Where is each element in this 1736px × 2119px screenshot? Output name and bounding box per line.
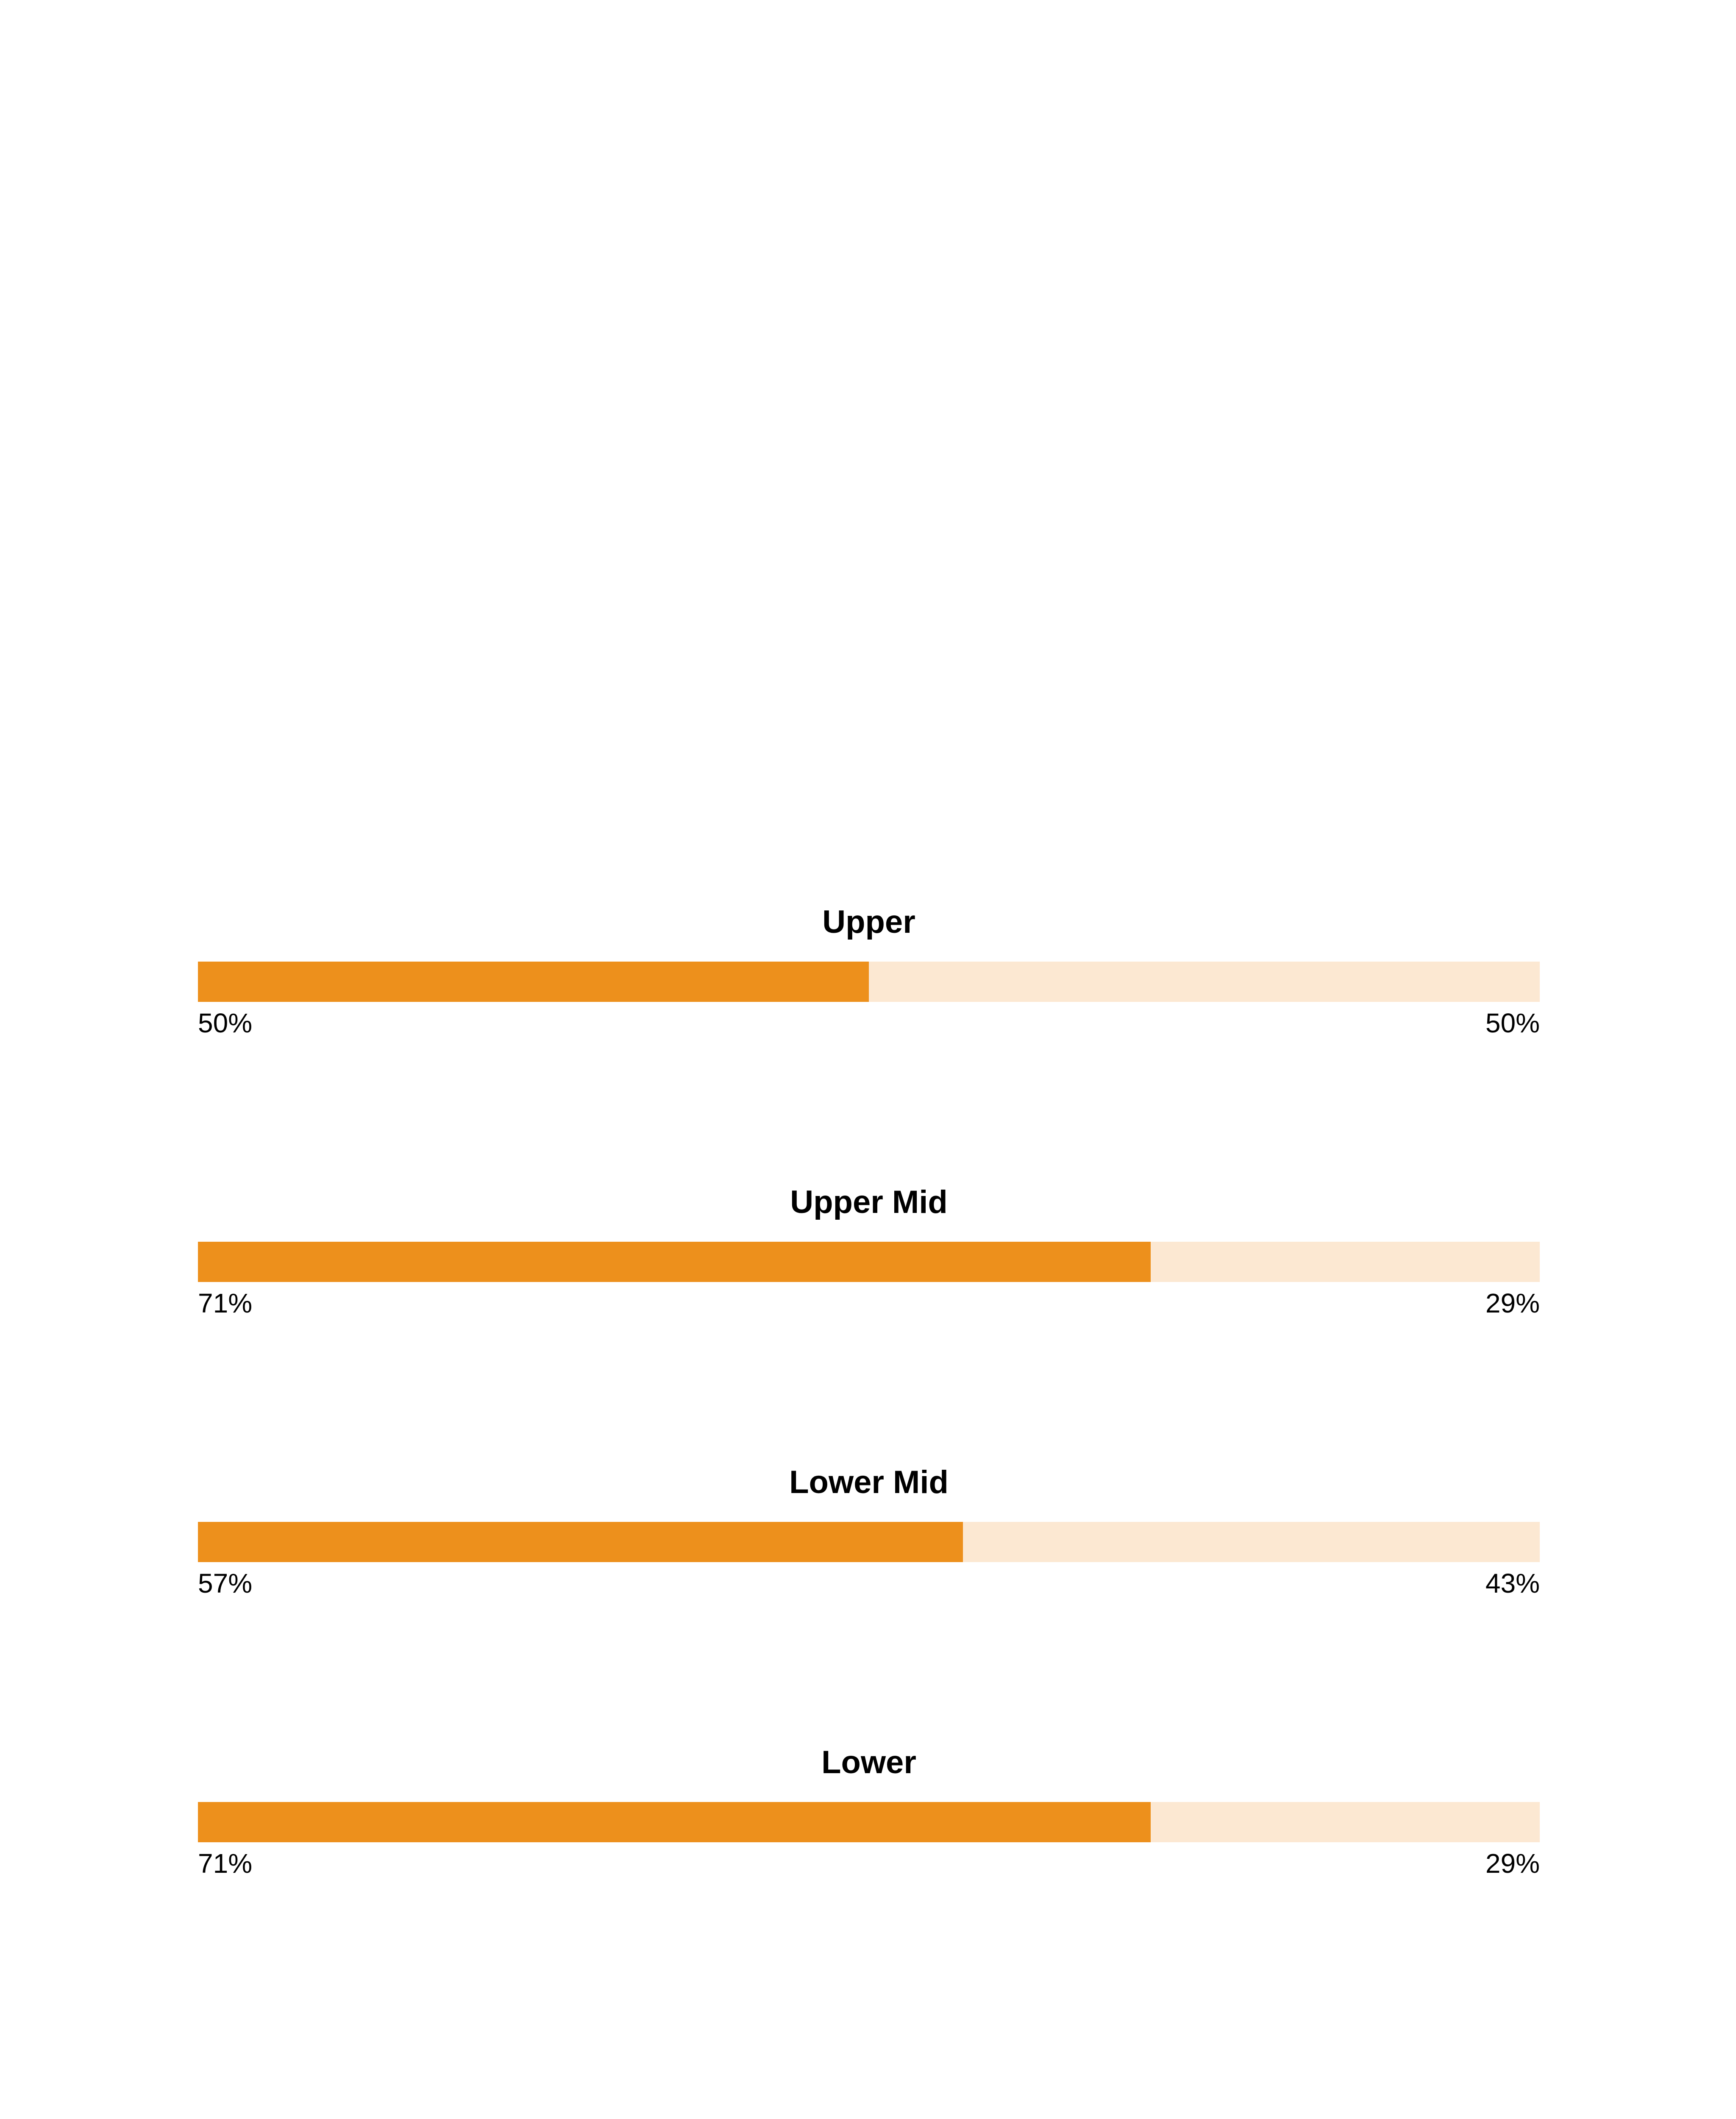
quartile-title: Lower Mid <box>789 1464 949 1500</box>
male-percent-label: 29% <box>1485 1288 1540 1318</box>
quartile-group-upper <box>198 901 1540 1062</box>
quartile-group-lower-mid <box>198 1461 1540 1622</box>
quartile-title: Lower <box>821 1744 916 1780</box>
female-bar-segment <box>198 962 869 1002</box>
female-bar-segment <box>198 1522 963 1562</box>
stacked-bar <box>198 962 1540 1002</box>
female-percent-label: 57% <box>198 1568 253 1599</box>
male-bar-segment <box>1151 1242 1540 1282</box>
quartile-group-upper-mid <box>198 1181 1540 1342</box>
male-percent-label: 50% <box>1485 1008 1540 1038</box>
male-percent-label: 43% <box>1485 1568 1540 1599</box>
male-bar-segment <box>1151 1802 1540 1842</box>
male-bar-segment <box>963 1522 1540 1562</box>
female-bar-segment <box>198 1802 1151 1842</box>
stacked-bar <box>198 1522 1540 1562</box>
stacked-bar <box>198 1802 1540 1842</box>
male-bar-segment <box>869 962 1540 1002</box>
quartile-title: Upper <box>822 904 915 940</box>
female-percent-label: 71% <box>198 1288 253 1318</box>
quartile-group-lower <box>198 1741 1540 1902</box>
female-percent-label: 50% <box>198 1008 253 1038</box>
male-percent-label: 29% <box>1485 1848 1540 1879</box>
stacked-bar <box>198 1242 1540 1282</box>
female-bar-segment <box>198 1242 1151 1282</box>
female-percent-label: 71% <box>198 1848 253 1879</box>
quartile-title: Upper Mid <box>790 1184 948 1220</box>
